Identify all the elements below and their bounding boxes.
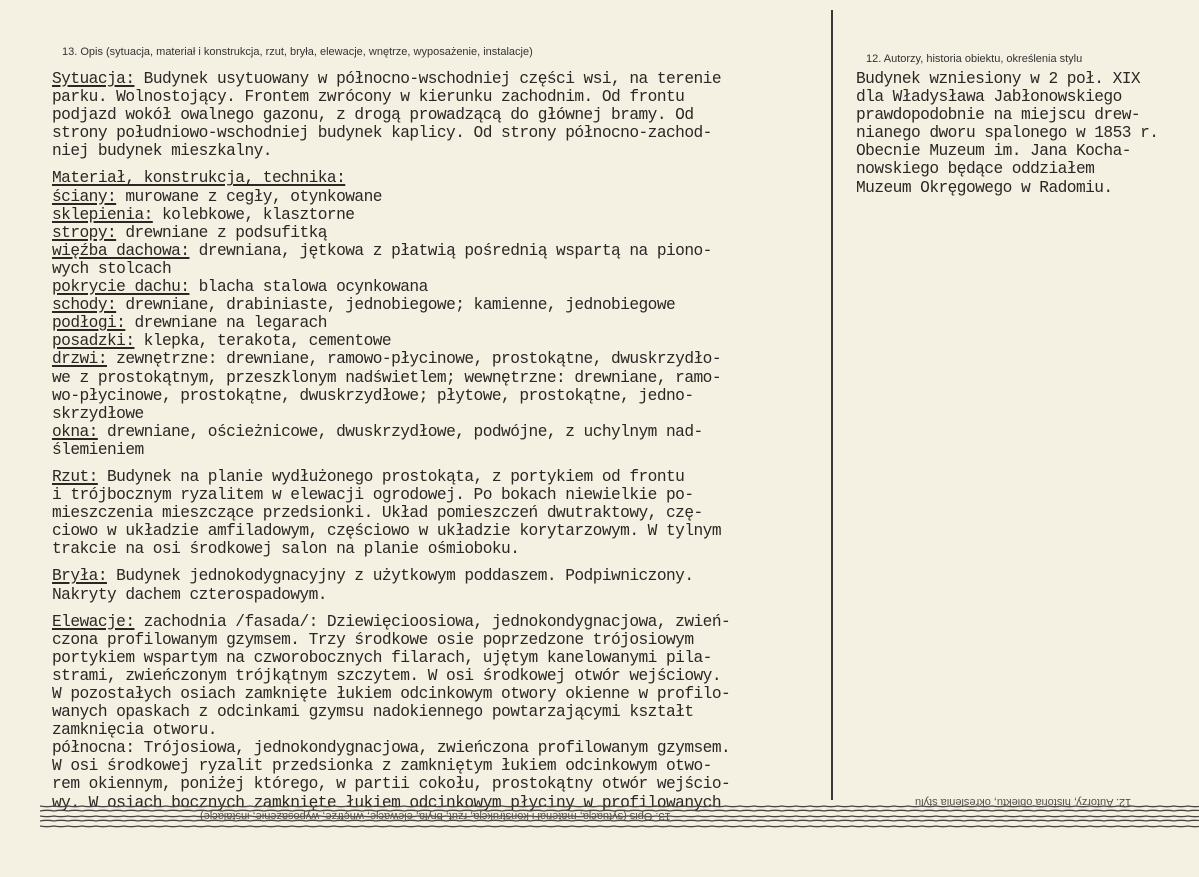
text-line [52,332,830,350]
history-line: dla Władysława Jabłonowskiego [856,88,1122,107]
text-line [52,739,830,757]
field-value: Budynek na planie wydłużonego prostokąta, z portykiem od frontu [97,467,685,486]
text-line [52,206,830,224]
field-value: parku. Wolnostojący. Frontem zwrócony w kierunku zachodnim. Od frontu [52,88,685,107]
history-text [856,70,1196,197]
field-value: podjazd wokół owalnego gazonu, z drogą prowadzącą do głównej bramy. Od [52,106,694,125]
mirrored-section-12-header: 12. Autorzy, historia obiektu, określenia stylu [915,796,1132,808]
text-line [52,567,830,585]
text-line [52,224,830,242]
field-value: drewniane na legarach [125,314,327,333]
text-line [52,314,830,332]
field-value: drewniana, jętkowa z płatwią pośrednią wspartą na piono- [189,241,712,260]
field-label: więźba dachowa: [52,241,190,260]
field-label: podłogi: [52,314,126,333]
text-line [52,369,830,387]
column-divider [831,10,833,800]
field-value: W pozostałych osiach zamknięte łukiem odcinkowym otwory okienne w profilo- [52,685,731,703]
field-value: zachodnia /fasada/: Dziewięcioosiowa, jednokondygnacjowa, zwień- [134,612,731,631]
field-value: Nakryty dachem czterospadowym. [52,585,327,604]
history-line: nianego dworu spalonego w 1853 r. [856,124,1159,143]
paragraph-gap [52,160,830,169]
field-label: Rzut: [52,467,98,486]
text-line [52,613,830,631]
field-value: rem okiennym, poniżej którego, w partii cokołu, prostokątny otwór wejścio- [52,775,731,794]
text-line [52,106,830,124]
field-value: wych stolcach [52,259,172,278]
text-line [52,703,830,721]
history-line: nowskiego będące oddziałem [856,160,1095,179]
text-line [52,188,830,206]
text-line [52,169,830,187]
text-line [52,405,830,423]
text-line [52,296,830,314]
text-line [52,685,830,703]
field-value: wanych opaskach z odcinkami gzymsu nadokiennego powtarzającymi kształt [52,703,694,722]
section-13-header: 13. Opis (sytuacja, materiał i konstrukcja, rzut, bryła, elewacje, wnętrze, wyposażenie, instalacje) [62,46,533,58]
field-value: trakcie na osi środkowej salon na planie ośmioboku. [52,540,520,559]
text-line [52,667,830,685]
field-value: i trójbocznym ryzalitem w elewacji ogrodowej. Po bokach niewielkie po- [52,486,694,505]
text-line [52,387,830,405]
field-value: wo-płycinowe, prostokątne, dwuskrzydłowe; płytowe, prostokątne, jedno- [52,386,694,405]
field-value: murowane z cegły, otynkowane [116,187,382,206]
field-value: zewnętrzne: drewniane, ramowo-płycinowe, prostokątne, dwuskrzydło- [107,350,721,369]
field-label: drzwi: [52,350,107,369]
field-label: Elewacje: [52,612,135,631]
field-label: schody: [52,296,117,315]
text-line [52,423,830,441]
field-value: drewniane, ościeżnicowe, dwuskrzydłowe, podwójne, z uchylnym nad- [97,422,703,441]
field-label: pokrycie dachu: [52,278,190,297]
field-value: skrzydłowe [52,404,144,423]
paragraph-gap [52,604,830,613]
text-line [52,242,830,260]
paragraph-gap [52,459,830,468]
field-label: stropy: [52,223,117,242]
field-value: klepka, terakota, cementowe [134,332,392,351]
field-value: we z prostokątnym, przeszklonym nadświetlem; wewnętrzne: drewniane, ramo- [52,368,721,387]
field-label: posadzki: [52,332,135,351]
field-label: ściany: [52,187,117,206]
text-line [52,486,830,504]
text-line [52,757,830,775]
paragraph-gap [52,558,830,567]
mirrored-section-13-header: 13. Opis (sytuacja, materiał i konstrukcja, rzut, bryła, elewacje, wnętrze, wyposażenie, instalacje) [200,810,671,822]
border-line [40,826,1199,827]
text-line [52,350,830,368]
field-value: czona profilowanym gzymsem. Trzy środkowe osie poprzedzone trójosiowym [52,630,694,649]
text-line [52,124,830,142]
field-value: kolebkowe, klasztorne [152,205,355,224]
field-value: strami, zwieńczonym trójkątnym szczytem. W osi środkowej otwór wejściowy. [52,666,721,685]
history-line: Muzeum Okręgowego w Radomiu. [856,178,1113,197]
text-line [52,441,830,459]
field-label: sklepienia: [52,205,153,224]
text-line [52,540,830,558]
field-value: drewniane, drabiniaste, jednobiegowe; kamienne, jednobiegowe [116,296,676,315]
field-value: ślemieniem [52,440,144,459]
text-line [52,721,830,739]
field-label: okna: [52,422,98,441]
text-line [52,88,830,106]
field-value: Budynek usytuowany w północno-wschodniej części wsi, na terenie [134,70,721,88]
text-line [52,70,830,88]
field-value: W osi środkowej ryzalit przedsionka z zamkniętym łukiem odcinkowym otwo- [52,757,712,776]
text-line [52,649,830,667]
field-value: ciowo w układzie amfiladowym, częściowo w układzie korytarzowym. W tylnym [52,522,721,541]
history-line: prawdopodobnie na miejscu drew- [856,106,1141,125]
field-value: północna: Trójosiowa, jednokondygnacjowa, zwieńczona profilowanym gzymsem. [52,739,731,758]
field-label: Sytuacja: [52,70,135,88]
text-line [52,468,830,486]
text-line [52,278,830,296]
text-line [52,631,830,649]
text-line [52,142,830,160]
field-value: niej budynek mieszkalny. [52,142,272,161]
field-value: zamknięcia otworu. [52,721,217,740]
field-value: strony południowo-wschodniej budynek kaplicy. Od strony północno-zachod- [52,124,712,143]
section-12-header: 12. Autorzy, historia obiektu, określenia stylu [866,53,1083,65]
text-line [52,504,830,522]
field-value: mieszczenia mieszczące przedsionki. Układ pomieszczeń dwutraktowy, czę- [52,504,703,523]
history-line: Obecnie Muzeum im. Jana Kocha- [856,142,1131,161]
text-line [52,586,830,604]
field-value: wy. W osiach bocznych zamknięte łukiem odcinkowym płyciny w profilowanych [52,793,721,812]
text-line [52,522,830,540]
field-value: portykiem wspartym na czworobocznych filarach, ujętym kanelowanymi pila- [52,648,712,667]
field-label: Materiał, konstrukcja, technika: [52,169,346,188]
text-line [52,260,830,278]
history-line: Budynek wzniesiony w 2 poł. XIX [856,70,1141,88]
field-value: drewniane z podsufitką [116,223,327,242]
field-label: Bryła: [52,567,107,586]
field-value: blacha stalowa ocynkowana [189,278,428,297]
description-text [52,70,830,812]
text-line [52,775,830,793]
field-value: Budynek jednokodygnacyjny z użytkowym poddaszem. Podpiwniczony. [107,567,694,586]
